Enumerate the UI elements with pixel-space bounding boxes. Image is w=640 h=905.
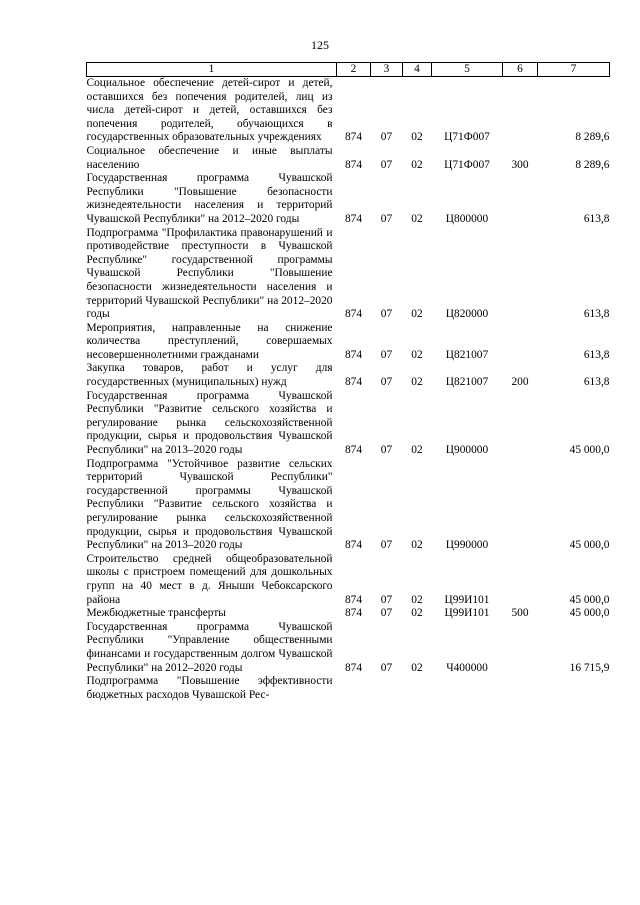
expense-type-code (503, 322, 538, 363)
ministry-code: 874 (344, 539, 363, 552)
amount: 8 289,6 (575, 158, 610, 171)
subsection-code: 02 (411, 158, 423, 171)
expense-type-code: 300 (511, 158, 529, 171)
row-name: Межбюджетные трансферты (86, 607, 226, 620)
subsection-code: 02 (411, 539, 423, 552)
row-name: Социальное обеспечение и иные выплаты населению (86, 144, 333, 171)
subsection-code: 02 (411, 308, 423, 321)
table-row (87, 458, 610, 553)
table-row (87, 675, 610, 702)
page-number: 125 (311, 38, 329, 52)
section-code: 07 (380, 158, 393, 171)
subsection-code: 02 (411, 212, 423, 225)
section-code: 07 (380, 444, 393, 457)
table-row (87, 553, 610, 607)
row-name: Подпрограмма "Профилактика правонарушений и противодействие преступности в Чувашской Республике" государственной программы Чувашской Республики "Повышение безопасности жизнедеятельности населения и территорий Чувашской Республики" на 2012–2020 годы (86, 226, 333, 321)
row-name: Мероприятия, направленные на снижение количества преступлений, совершаемых несовершеннолетними гражданами (86, 321, 333, 361)
target-article-code (432, 675, 503, 702)
column-header: 2 (337, 63, 371, 77)
target-article-code: Ц99И101 (444, 593, 490, 606)
table-row (87, 322, 610, 363)
section-code: 07 (380, 131, 393, 144)
budget-table (86, 62, 610, 702)
target-article-code: Ц99И101 (444, 607, 490, 620)
column-header: 7 (538, 63, 610, 77)
target-article-code: Ц821007 (445, 376, 489, 389)
amount: 8 289,6 (575, 131, 610, 144)
row-name: Социальное обеспечение детей-сирот и детей, оставшихся без попечения родителей, лиц из числа детей-сирот и детей, оставшихся без попечения родителей, обучающихся в государственных образовательных учреждениях (86, 77, 333, 144)
amount: 613,8 (583, 212, 610, 225)
expense-type-code (503, 172, 538, 226)
table-row (87, 607, 610, 621)
row-name: Строительство средней общеобразовательной школы с пристроем помещений для дошкольных групп на 40 мест в д. Яныши Чебоксарского района (86, 552, 333, 606)
expense-type-code (503, 227, 538, 322)
ministry-code: 874 (344, 131, 363, 144)
expense-type-code: 200 (511, 376, 529, 389)
table-row (87, 621, 610, 675)
target-article-code: Ц800000 (445, 212, 489, 225)
subsection-code: 02 (411, 376, 423, 389)
amount: 613,8 (583, 308, 610, 321)
subsection-code: 02 (411, 348, 423, 361)
target-article-code: Ц821007 (445, 348, 489, 361)
column-header: 6 (503, 63, 538, 77)
amount (538, 675, 610, 702)
ministry-code: 874 (344, 158, 363, 171)
ministry-code: 874 (344, 348, 363, 361)
ministry-code: 874 (344, 308, 363, 321)
section-code: 07 (380, 308, 393, 321)
expense-type-code (503, 621, 538, 675)
section-code: 07 (380, 212, 393, 225)
target-article-code: Ч400000 (446, 661, 488, 674)
amount: 45 000,0 (569, 444, 610, 457)
ministry-code: 874 (344, 661, 363, 674)
table-row (87, 172, 610, 226)
expense-type-code (503, 458, 538, 553)
subsection-code: 02 (411, 131, 423, 144)
amount: 16 715,9 (569, 661, 610, 674)
subsection-code: 02 (411, 661, 423, 674)
section-code: 07 (380, 539, 393, 552)
amount: 45 000,0 (569, 539, 610, 552)
ministry-code: 874 (344, 212, 363, 225)
section-code: 07 (380, 348, 393, 361)
column-header: 1 (87, 63, 337, 77)
column-header: 4 (403, 63, 432, 77)
amount: 45 000,0 (569, 607, 610, 620)
expense-type-code (503, 675, 538, 702)
table-row (87, 362, 610, 389)
section-code: 07 (380, 661, 393, 674)
row-name: Подпрограмма "Устойчивое развитие сельских территорий Чувашской Республики" государственной программы Чувашской Республики "Развитие сельского хозяйства и регулирование рынка сельскохозяйственной продукции, сырья и продовольствия Чувашской Республики" на 2013–2020 годы (86, 457, 333, 552)
section-code: 07 (380, 376, 393, 389)
column-header: 3 (371, 63, 403, 77)
ministry-code: 874 (344, 593, 363, 606)
expense-type-code (503, 77, 538, 145)
amount: 613,8 (583, 376, 610, 389)
amount: 613,8 (583, 348, 610, 361)
row-name: Подпрограмма "Повышение эффективности бюджетных расходов Чувашской Рес- (86, 675, 333, 701)
table-row (87, 77, 610, 145)
section-code (371, 675, 403, 702)
subsection-code: 02 (411, 607, 423, 620)
target-article-code: Ц71Ф007 (444, 158, 490, 171)
row-name: Закупка товаров, работ и услуг для государственных (муниципальных) нужд (86, 362, 333, 389)
table-row (87, 227, 610, 322)
subsection-code: 02 (411, 444, 423, 457)
amount: 45 000,0 (569, 593, 610, 606)
column-header: 5 (432, 63, 503, 77)
section-code: 07 (380, 593, 393, 606)
expense-type-code: 500 (511, 607, 529, 620)
expense-type-code (503, 390, 538, 458)
table-row (87, 390, 610, 458)
table-row (87, 145, 610, 172)
ministry-code: 874 (344, 444, 363, 457)
expense-type-code (503, 553, 538, 607)
subsection-code (403, 675, 432, 702)
target-article-code: Ц71Ф007 (444, 131, 490, 144)
target-article-code: Ц900000 (445, 444, 489, 457)
ministry-code (337, 675, 371, 702)
row-name: Государственная программа Чувашской Республики "Повышение безопасности жизнедеятельности населения и территорий Чувашской Республики" на 2012–2020 годы (86, 172, 333, 225)
subsection-code: 02 (411, 593, 423, 606)
ministry-code: 874 (344, 607, 363, 620)
column-header-row (87, 63, 610, 77)
row-name: Государственная программа Чувашской Республики "Развитие сельского хозяйства и регулирование рынка сельскохозяйственной продукции, сырья и продовольствия Чувашской Республики" на 2013–2020 годы (86, 389, 333, 457)
target-article-code: Ц990000 (445, 539, 489, 552)
target-article-code: Ц820000 (445, 308, 489, 321)
ministry-code: 874 (344, 376, 363, 389)
section-code: 07 (380, 607, 393, 620)
row-name: Государственная программа Чувашской Республики "Управление общественными финансами и государственным долгом Чувашской Республики" на 2012–2020 годы (86, 620, 333, 674)
